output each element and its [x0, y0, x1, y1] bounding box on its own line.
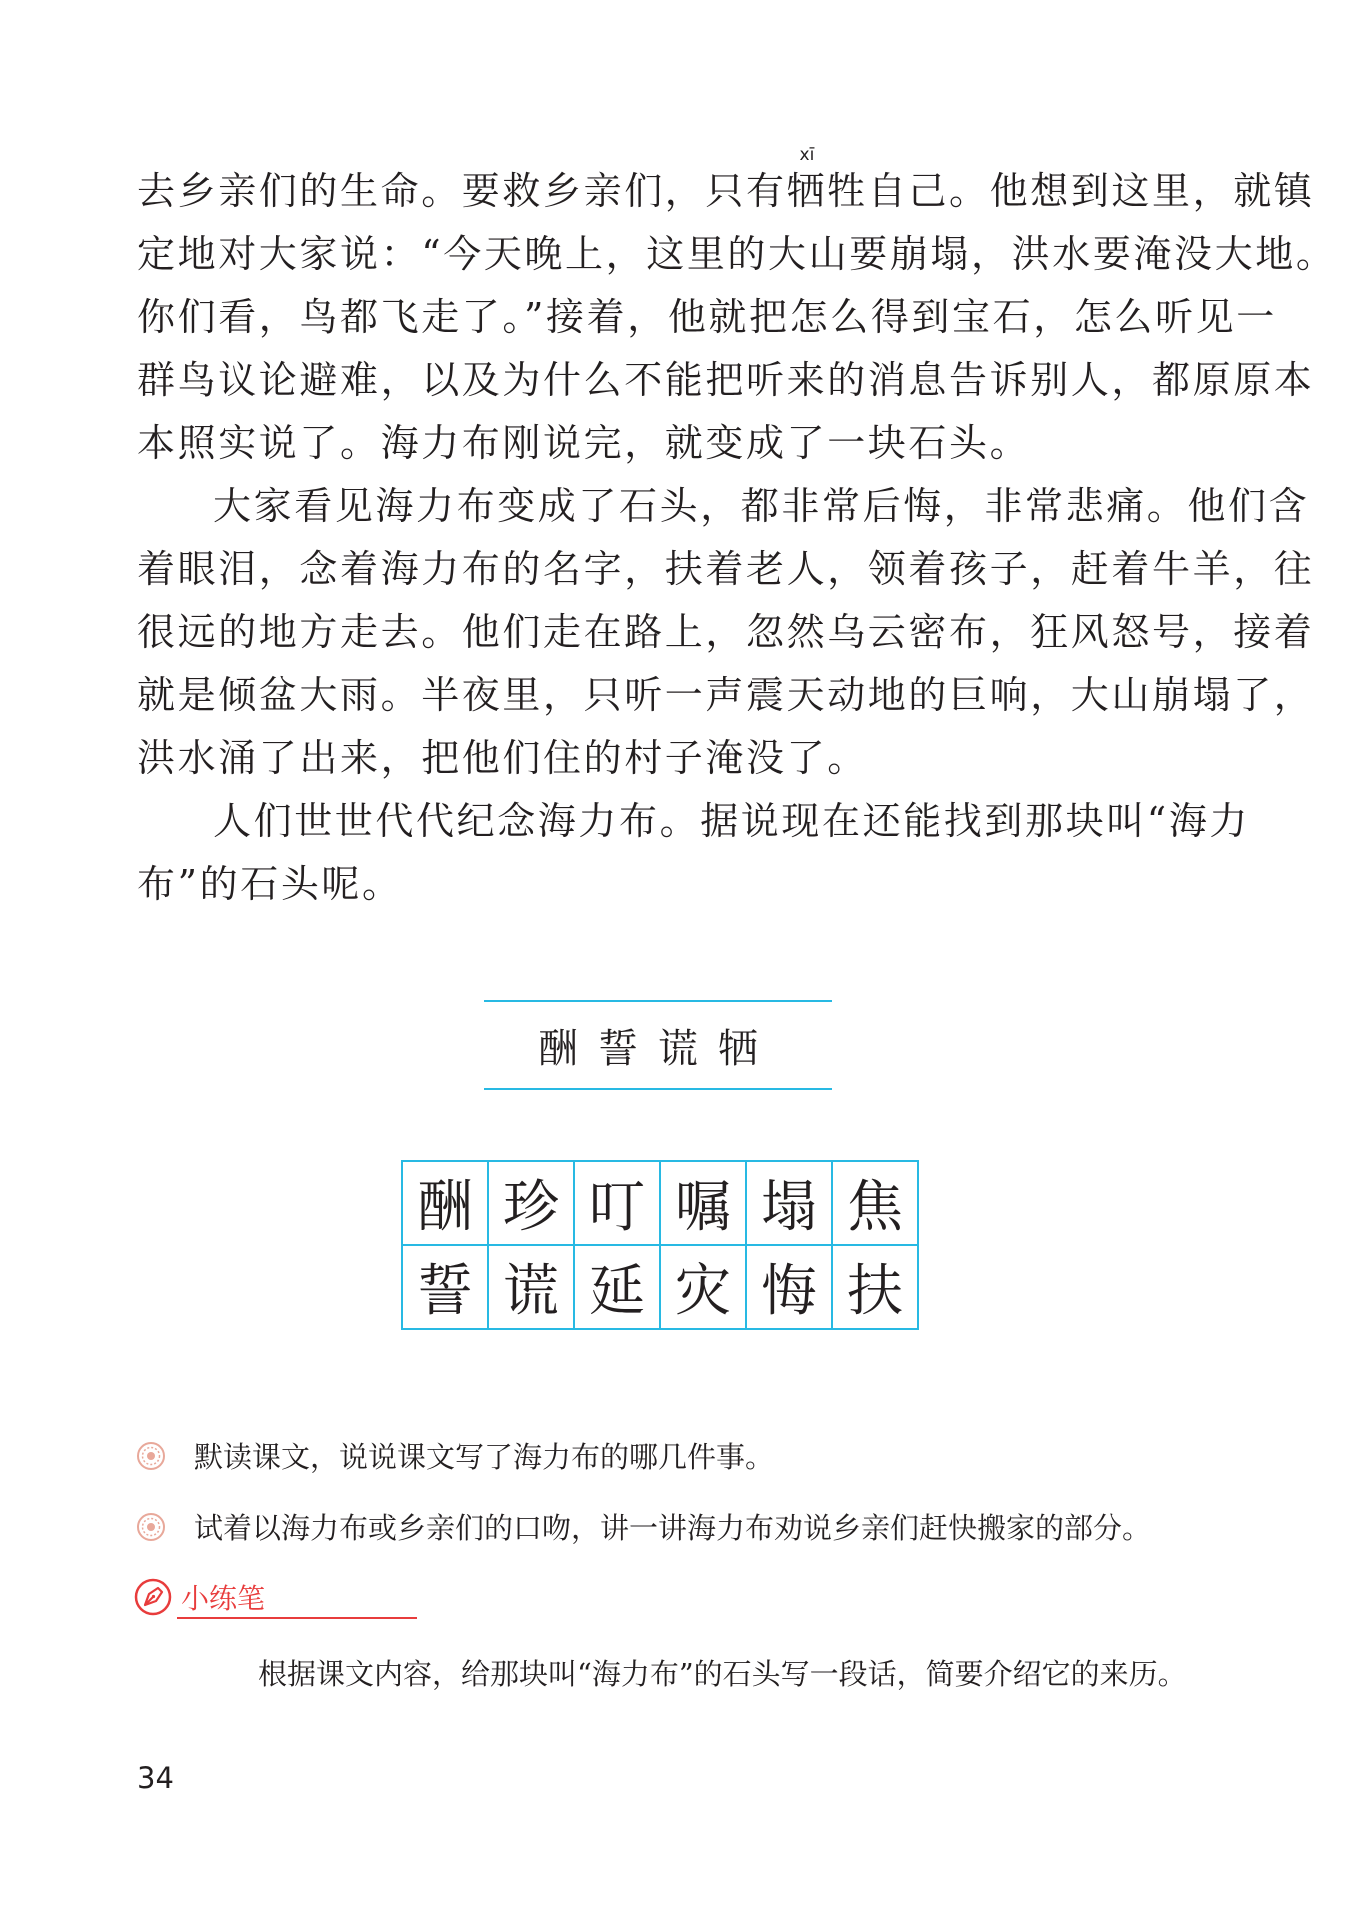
vocab-header-text: 酬誓谎牺: [538, 1025, 778, 1072]
character-cell: 塌: [746, 1161, 832, 1245]
character-cell: 谎: [488, 1245, 574, 1329]
story-paragraph-1: [137, 145, 1337, 475]
practice-title-text: 小练笔: [181, 1582, 266, 1615]
character-cell: 延: [574, 1245, 660, 1329]
story-line: 很远的地方走去。他们走在路上，忽然乌云密布，狂风怒号，接着: [137, 610, 1315, 654]
exercise-text: 试着以海力布或乡亲们的口吻，讲一讲海力布劝说乡亲们赶快搬家的部分。: [194, 1511, 1152, 1545]
story-line: 群鸟议论避难，以及为什么不能把听来的消息告诉别人，都原原本: [137, 358, 1315, 402]
character-grid-row: [402, 1245, 918, 1329]
exercise-text: 默读课文，说说课文写了海力布的哪几件事。: [194, 1440, 775, 1474]
character-cell: 焦: [832, 1161, 918, 1245]
story-line: 布”的石头呢。: [137, 862, 403, 906]
pen-nib-icon: [133, 1577, 173, 1617]
story-paragraph-3: [137, 790, 1251, 916]
story-line: 大家看见海力布变成了石头，都非常后悔，非常悲痛。他们含: [213, 484, 1310, 528]
character-cell: 珍: [488, 1161, 574, 1245]
character-grid: [401, 1160, 919, 1330]
character-cell: 灾: [660, 1245, 746, 1329]
page-number: 34: [137, 1761, 174, 1795]
exercise-1: [136, 1435, 774, 1476]
practice-title: [133, 1577, 265, 1617]
story-line: 定地对大家说：“今天晚上，这里的大山要崩塌，洪水要淹没大地。: [137, 232, 1337, 276]
story-paragraph-2: [137, 475, 1315, 790]
character-cell: 扶: [832, 1245, 918, 1329]
character-cell: 叮: [574, 1161, 660, 1245]
character-cell: 酬: [402, 1161, 488, 1245]
pinyin-annotation: xī: [799, 145, 815, 165]
exercise-bullet-icon: [136, 1512, 166, 1542]
exercise-2: [136, 1506, 1151, 1547]
ruby-annotation: xī 牺: [787, 160, 828, 223]
practice-text: 根据课文内容，给那块叫“海力布”的石头写一段话，简要介绍它的来历。: [258, 1657, 1187, 1691]
story-line: 洪水涌了出来，把他们住的村子淹没了。: [137, 736, 868, 780]
character-cell: 誓: [402, 1245, 488, 1329]
character-grid-row: [402, 1161, 918, 1245]
story-line: 人们世世代代纪念海力布。据说现在还能找到那块叫“海力: [213, 799, 1251, 843]
practice-title-underline: [177, 1617, 417, 1619]
story-line: 去乡亲们的生命。要救乡亲们，只有 xī 牺牲自己。他想到这里，就镇: [137, 160, 1177, 223]
character-cell: 悔: [746, 1245, 832, 1329]
character-cell: 嘱: [660, 1161, 746, 1245]
story-line: 着眼泪，念着海力布的名字，扶着老人，领着孩子，赶着牛羊，往: [137, 547, 1315, 591]
story-line: 你们看，鸟都飞走了。”接着，他就把怎么得到宝石，怎么听见一: [137, 295, 1277, 339]
story-line: 本照实说了。海力布刚说完，就变成了一块石头。: [137, 421, 1031, 465]
vocab-header: [484, 1000, 832, 1090]
story-line: 就是倾盆大雨。半夜里，只听一声震天动地的巨响，大山崩塌了，: [137, 673, 1315, 717]
exercise-bullet-icon: [136, 1441, 166, 1471]
